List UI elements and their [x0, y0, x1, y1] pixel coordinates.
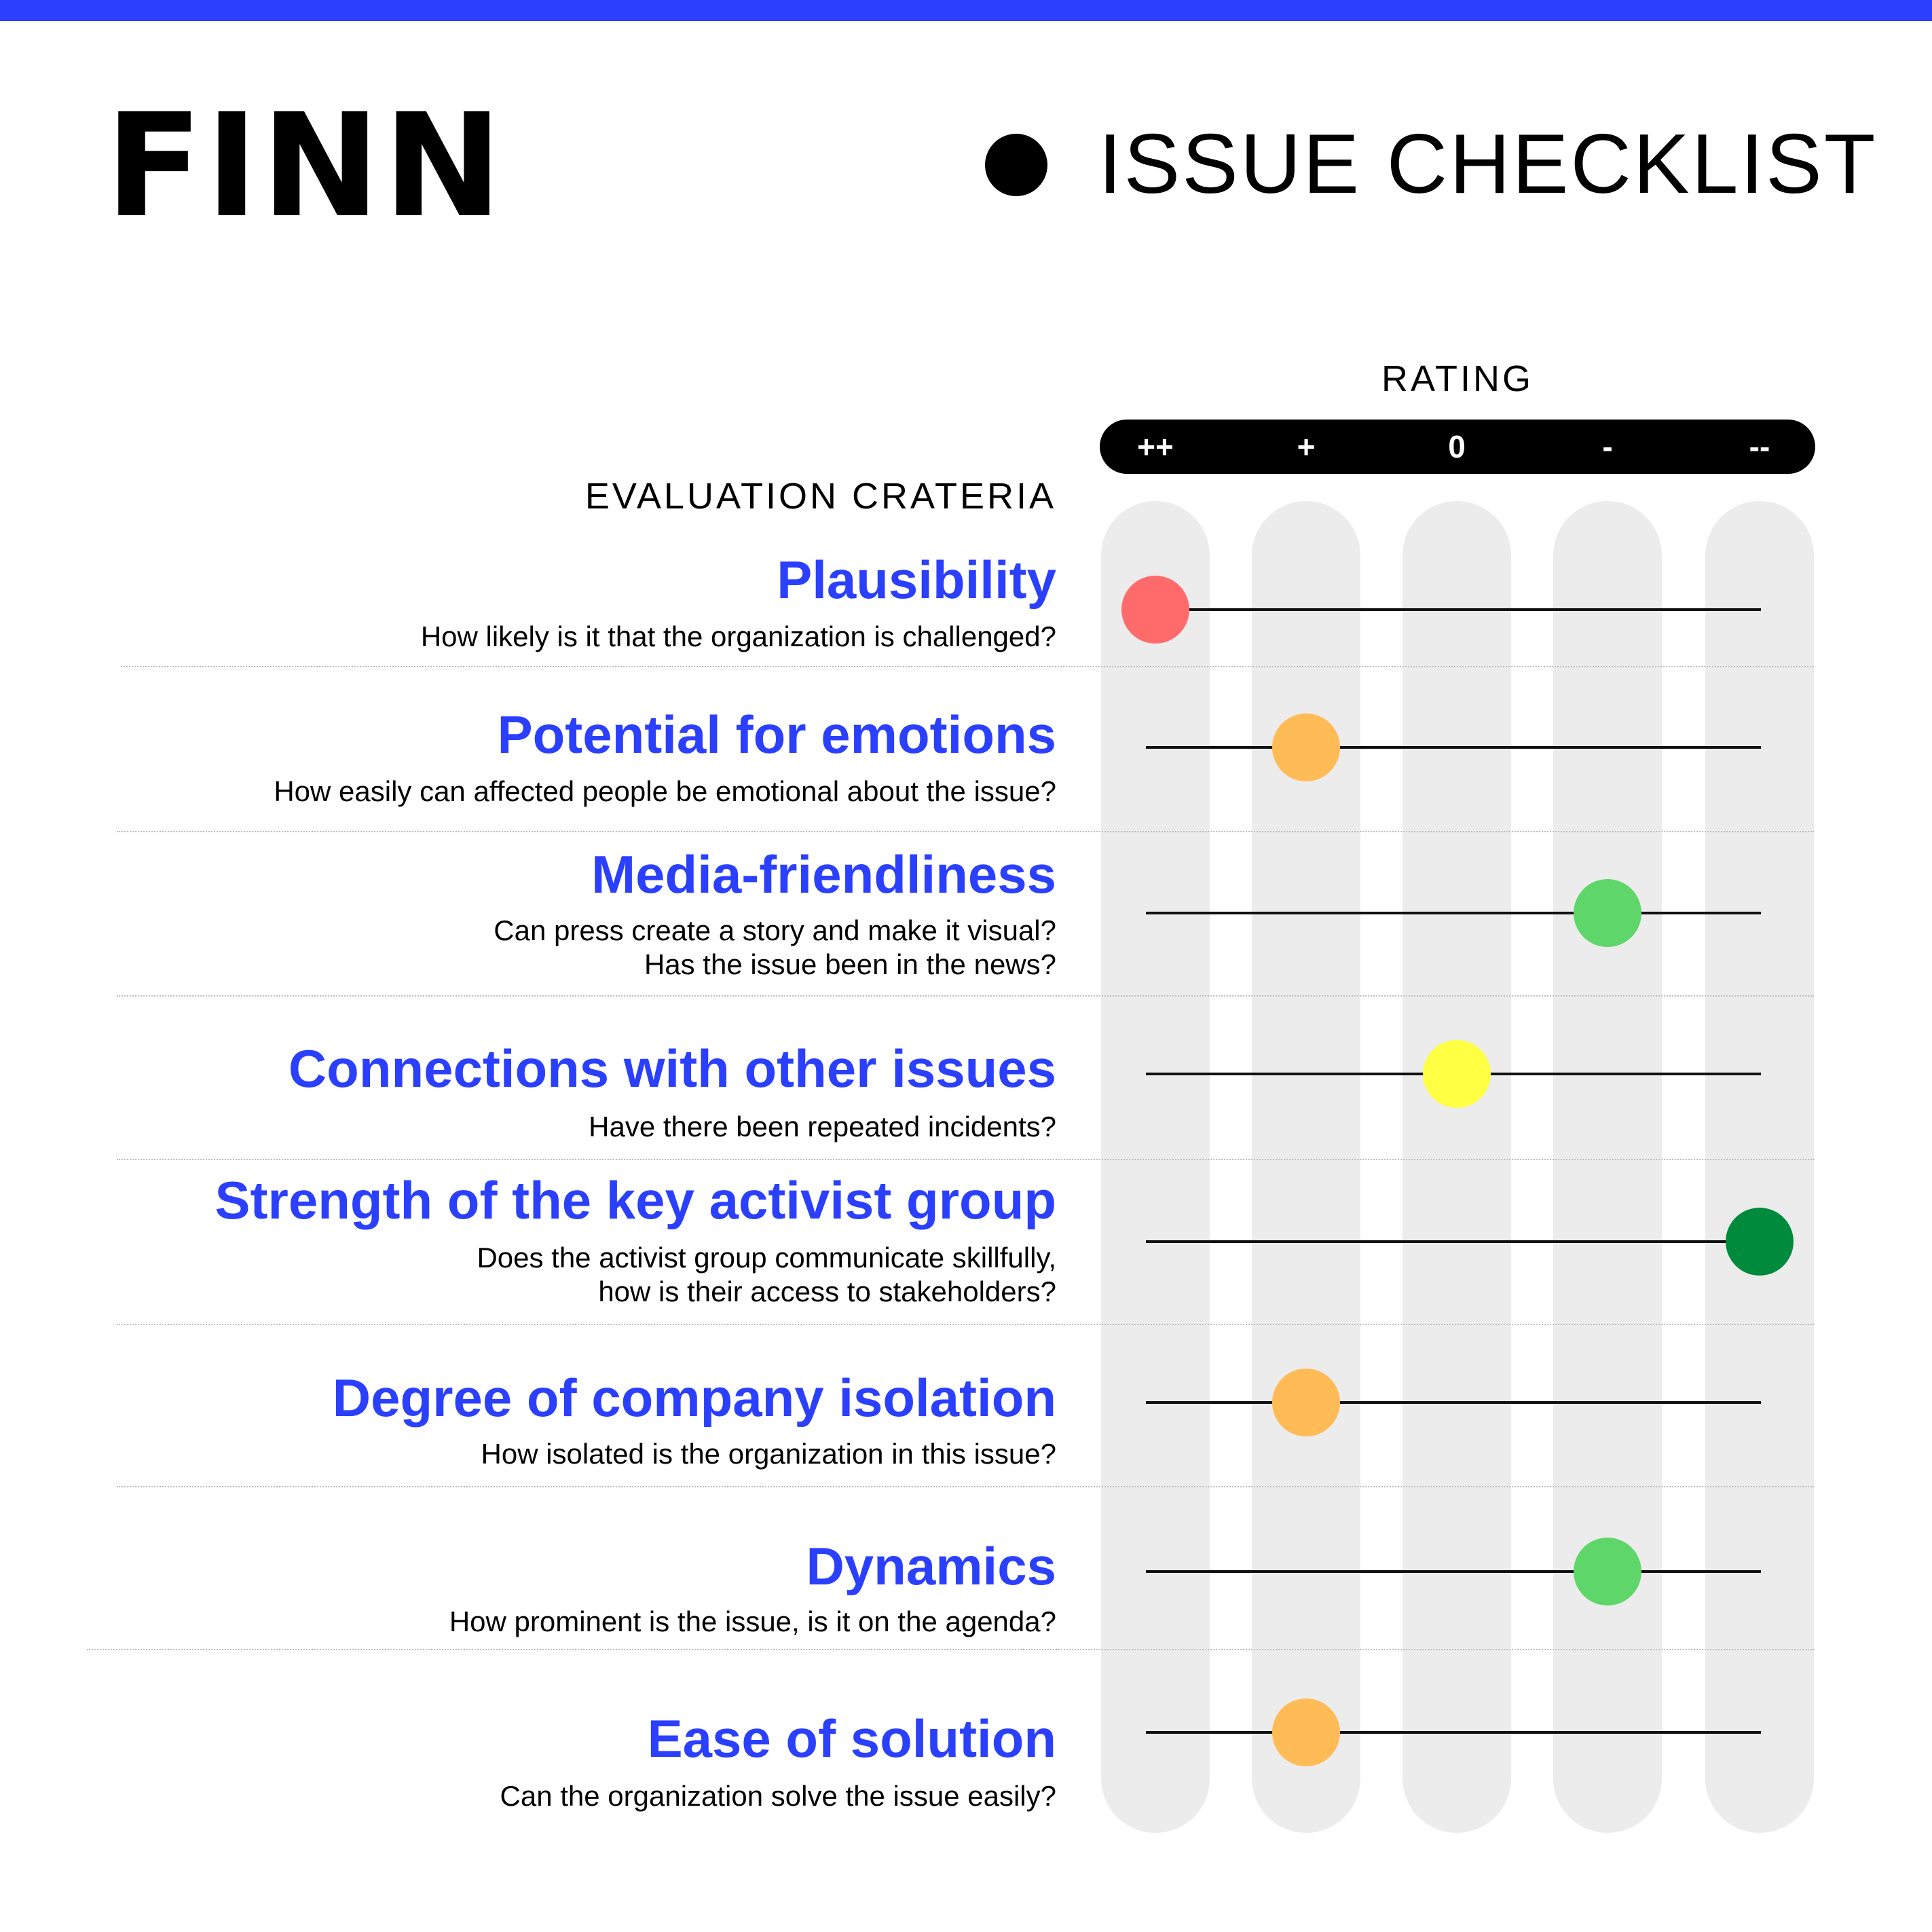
row-divider [87, 1649, 1814, 1650]
criterion-question-line: How likely is it that the organization is challenged? [420, 620, 1056, 652]
rating-label-4: -- [1749, 429, 1770, 464]
criterion-title: Connections with other issues [288, 1039, 1056, 1098]
row-divider [117, 1159, 1814, 1160]
rating-marker [1574, 1538, 1641, 1605]
criterion-question [421, 620, 1056, 654]
finn-logo: FINN [105, 83, 506, 249]
rating-scale-line [1146, 746, 1761, 749]
criterion-question [477, 1241, 1056, 1309]
criterion-question [500, 1779, 1057, 1813]
criterion-question-line: Does the activist group communicate skillfully, [477, 1242, 1056, 1274]
rating-scale-bar [1100, 420, 1815, 474]
row-divider [121, 666, 1814, 667]
criterion-question-line: How easily can affected people be emotional about the issue? [274, 775, 1056, 807]
rating-scale-line [1146, 1731, 1761, 1734]
evaluation-criteria-heading: EVALUATION CRATERIA [584, 476, 1056, 517]
row-divider [117, 831, 1814, 832]
criterion-question [589, 1110, 1056, 1144]
criterion-question-line: How isolated is the organization in this issue? [481, 1438, 1056, 1470]
criterion-title: Dynamics [806, 1536, 1056, 1596]
criterion-question [449, 1605, 1056, 1639]
criterion-question-line: Have there been repeated incidents? [589, 1111, 1056, 1143]
rating-column-4 [1705, 501, 1814, 1833]
rating-marker [1121, 576, 1189, 644]
top-accent-bar [0, 0, 1932, 21]
criterion-question [274, 775, 1056, 809]
criterion-title: Ease of solution [647, 1709, 1056, 1768]
rating-label-3: - [1602, 429, 1613, 464]
row-divider [117, 1324, 1814, 1325]
rating-column-1 [1252, 501, 1360, 1833]
title-bullet-dot [985, 134, 1047, 196]
rating-label-0: ++ [1137, 429, 1174, 464]
criterion-title: Potential for emotions [497, 705, 1056, 764]
rating-column-2 [1402, 501, 1511, 1833]
page-title: ISSUE CHECKLIST [1098, 117, 1878, 211]
rating-marker [1423, 1040, 1491, 1108]
rating-column-0 [1101, 501, 1210, 1833]
rating-heading: RATING [1381, 358, 1534, 399]
criterion-question [481, 1437, 1056, 1471]
row-divider [117, 1486, 1814, 1487]
criterion-question-line: how is their access to stakeholders? [598, 1276, 1056, 1307]
rating-marker [1726, 1208, 1794, 1276]
rating-label-2: 0 [1448, 429, 1466, 464]
row-divider [117, 995, 1814, 997]
rating-marker [1272, 1369, 1340, 1436]
rating-marker [1272, 1698, 1340, 1766]
criterion-question-line: Can the organization solve the issue easily? [500, 1780, 1056, 1812]
rating-scale-line [1146, 1240, 1761, 1243]
rating-marker [1574, 879, 1641, 947]
criterion-question-line: Has the issue been in the news? [644, 948, 1056, 980]
criterion-title: Strength of the key activist group [215, 1170, 1056, 1230]
rating-marker [1272, 713, 1340, 781]
rating-column-3 [1553, 501, 1662, 1833]
criterion-title: Plausibility [777, 550, 1056, 610]
rating-label-1: + [1297, 429, 1316, 464]
criterion-question-line: Can press create a story and make it visual? [494, 914, 1056, 946]
criterion-question-line: How prominent is the issue, is it on the agenda? [449, 1605, 1056, 1637]
rating-scale-line [1146, 912, 1761, 914]
rating-scale-line [1146, 608, 1761, 611]
criterion-question [494, 914, 1056, 982]
criterion-title: Degree of company isolation [332, 1368, 1056, 1428]
rating-scale-line [1146, 1401, 1761, 1404]
criterion-title: Media-friendliness [591, 844, 1056, 904]
rating-scale-line [1146, 1570, 1761, 1573]
